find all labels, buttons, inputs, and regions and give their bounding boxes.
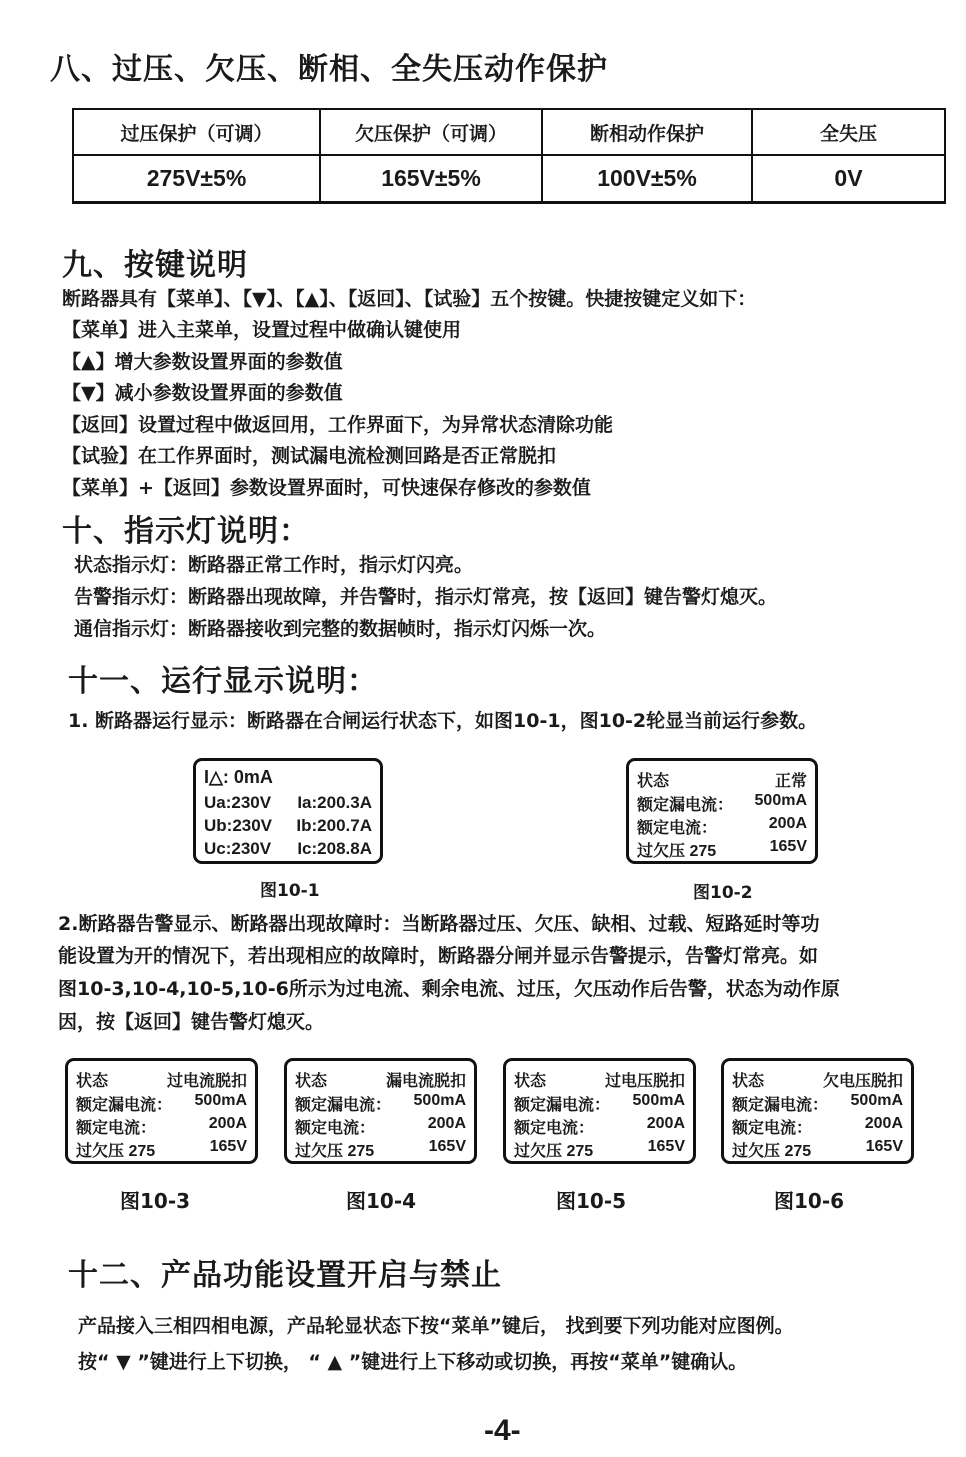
ov-uv-value: 165V: [769, 838, 807, 855]
ov-uv-value: 165V: [209, 1138, 247, 1155]
rated-current-value: 200A: [208, 1115, 247, 1132]
rated-leakage-label: 额定漏电流：: [514, 1097, 611, 1114]
value-total-voltage-loss: 0V: [752, 155, 945, 203]
key-description-line: 断路器具有【菜单】、【▼】、【▲】、【返回】、【试验】五个按键。快捷按键定义如下：: [62, 288, 757, 310]
phase-c-voltage: Uc:230V: [204, 839, 272, 858]
figure-caption: 图10-1: [260, 881, 320, 901]
rated-current-label: 额定电流：: [514, 1120, 595, 1137]
key-description-line: 【试验】在工作界面时，测试漏电流检测回路是否正常脱扣: [62, 445, 557, 467]
ov-uv-label: 过欠压 275: [732, 1143, 812, 1160]
ov-uv-label: 过欠压 275: [295, 1143, 375, 1160]
section-12-title: 十二、产品功能设置开启与禁止: [68, 1258, 502, 1293]
indicator-description-line: 通信指示灯：断路器接收到完整的数据帧时，指示灯闪烁一次。: [74, 618, 607, 640]
header-undervoltage: 欠压保护（可调）: [320, 109, 542, 155]
status-value: 过电流脱扣: [166, 1073, 247, 1090]
key-description-line: 【菜单】+【返回】参数设置界面时，可快速保存修改的参数值: [62, 477, 591, 499]
alarm-description-line: 因，按【返回】键告警灯熄灭。: [58, 1011, 325, 1033]
rated-current-label: 额定电流：: [295, 1120, 376, 1137]
section-8-title: 八、过压、欠压、断相、全失压动作保护: [50, 52, 608, 87]
key-description-line: 【菜单】进入主菜单，设置过程中做确认键使用: [62, 319, 462, 341]
protection-table-value-row: [73, 155, 945, 203]
rated-leakage-value: 500mA: [413, 1092, 466, 1109]
alarm-description-line: 2.断路器告警显示、断路器出现故障时：当断路器过压、欠压、缺相、过载、短路延时等功: [58, 913, 820, 935]
leakage-current-readout: I△: 0mA: [204, 767, 273, 787]
figure-caption: 图10-4: [346, 1189, 417, 1213]
rated-current-label: 额定电流：: [76, 1120, 157, 1137]
header-overvoltage: 过压保护（可调）: [73, 109, 320, 155]
ov-uv-label: 过欠压 275: [76, 1143, 156, 1160]
key-description-line: 【▼】减小参数设置界面的参数值: [62, 382, 343, 404]
status-label: 状态: [637, 773, 670, 790]
phase-a-voltage: Ua:230V: [204, 793, 272, 812]
section-11-title: 十一、运行显示说明：: [68, 664, 378, 699]
rated-current-value: 200A: [864, 1115, 903, 1132]
lcd-figure-10-6: [721, 1058, 914, 1164]
status-label: 状态: [514, 1073, 547, 1090]
indicator-description-line: 告警指示灯：断路器出现故障，并告警时，指示灯常亮，按【返回】键告警灯熄灭。: [74, 586, 778, 608]
rated-leakage-label: 额定漏电流：: [76, 1097, 173, 1114]
status-value: 正常: [774, 773, 807, 790]
phase-a-current: Ia:200.3A: [297, 793, 372, 812]
rated-current-value: 200A: [427, 1115, 466, 1132]
figure-caption: 图10-5: [556, 1189, 627, 1213]
ov-uv-label: 过欠压 275: [514, 1143, 594, 1160]
key-description-line: 【▲】增大参数设置界面的参数值: [62, 351, 343, 373]
status-value: 欠电压脱扣: [822, 1073, 903, 1090]
ov-uv-value: 165V: [647, 1138, 685, 1155]
status-label: 状态: [76, 1073, 109, 1090]
status-label: 状态: [295, 1073, 328, 1090]
status-value: 过电压脱扣: [604, 1073, 685, 1090]
figure-caption: 图10-3: [120, 1189, 191, 1213]
indicator-description-line: 状态指示灯：断路器正常工作时，指示灯闪亮。: [74, 554, 474, 576]
rated-leakage-value: 500mA: [754, 792, 807, 809]
function-setting-line: 产品接入三相四相电源，产品轮显状态下按“菜单”键后， 找到要下列功能对应图例。: [78, 1315, 794, 1337]
status-value: 漏电流脱扣: [385, 1073, 466, 1090]
alarm-description-line: 图10-3,10-4,10-5,10-6所示为过电流、剩余电流、过压，欠压动作后告警，状态为动作原: [58, 978, 840, 1000]
status-label: 状态: [732, 1073, 765, 1090]
header-total-voltage-loss: 全失压: [752, 109, 945, 155]
run-display-description: 1. 断路器运行显示：断路器在合闸运行状态下，如图10-1，图10-2轮显当前运行参数。: [68, 710, 818, 732]
rated-leakage-value: 500mA: [632, 1092, 685, 1109]
section-9-title: 九、按键说明: [62, 248, 248, 283]
rated-leakage-value: 500mA: [850, 1092, 903, 1109]
rated-leakage-value: 500mA: [194, 1092, 247, 1109]
value-undervoltage: 165V±5%: [320, 155, 542, 203]
figure-caption: 图10-2: [693, 883, 753, 903]
rated-leakage-label: 额定漏电流：: [732, 1097, 829, 1114]
section-10-title: 十、指示灯说明：: [62, 514, 310, 549]
phase-b-current: Ib:200.7A: [296, 816, 372, 835]
phase-b-voltage: Ub:230V: [204, 816, 273, 835]
protection-table: [72, 108, 946, 204]
ov-uv-value: 165V: [428, 1138, 466, 1155]
page-number: -4-: [484, 1414, 521, 1447]
function-setting-line: 按“ ▼ ”键进行上下切换， “ ▲ ”键进行上下移动或切换，再按“菜单”键确认。: [78, 1351, 748, 1373]
lcd-figure-10-4: [284, 1058, 477, 1164]
phase-c-current: Ic:208.8A: [297, 839, 372, 858]
rated-current-label: 额定电流：: [637, 820, 718, 837]
lcd-figure-10-1: [193, 758, 383, 864]
rated-leakage-label: 额定漏电流：: [637, 797, 734, 814]
rated-current-label: 额定电流：: [732, 1120, 813, 1137]
key-description-line: 【返回】设置过程中做返回用，工作界面下，为异常状态清除功能: [62, 414, 614, 436]
lcd-figure-10-5: [503, 1058, 696, 1164]
rated-leakage-label: 额定漏电流：: [295, 1097, 392, 1114]
figure-caption: 图10-6: [774, 1189, 845, 1213]
rated-current-value: 200A: [646, 1115, 685, 1132]
header-phase-loss: 断相动作保护: [542, 109, 752, 155]
value-overvoltage: 275V±5%: [73, 155, 320, 203]
lcd-figure-10-3: [65, 1058, 258, 1164]
alarm-description-line: 能设置为开的情况下，若出现相应的故障时，断路器分闸并显示告警提示，告警灯常亮。如: [58, 945, 819, 967]
ov-uv-value: 165V: [865, 1138, 903, 1155]
lcd-figure-10-2: [626, 758, 818, 864]
protection-table-header-row: [73, 109, 945, 155]
ov-uv-label: 过欠压 275: [637, 843, 717, 860]
value-phase-loss: 100V±5%: [542, 155, 752, 203]
rated-current-value: 200A: [768, 815, 807, 832]
